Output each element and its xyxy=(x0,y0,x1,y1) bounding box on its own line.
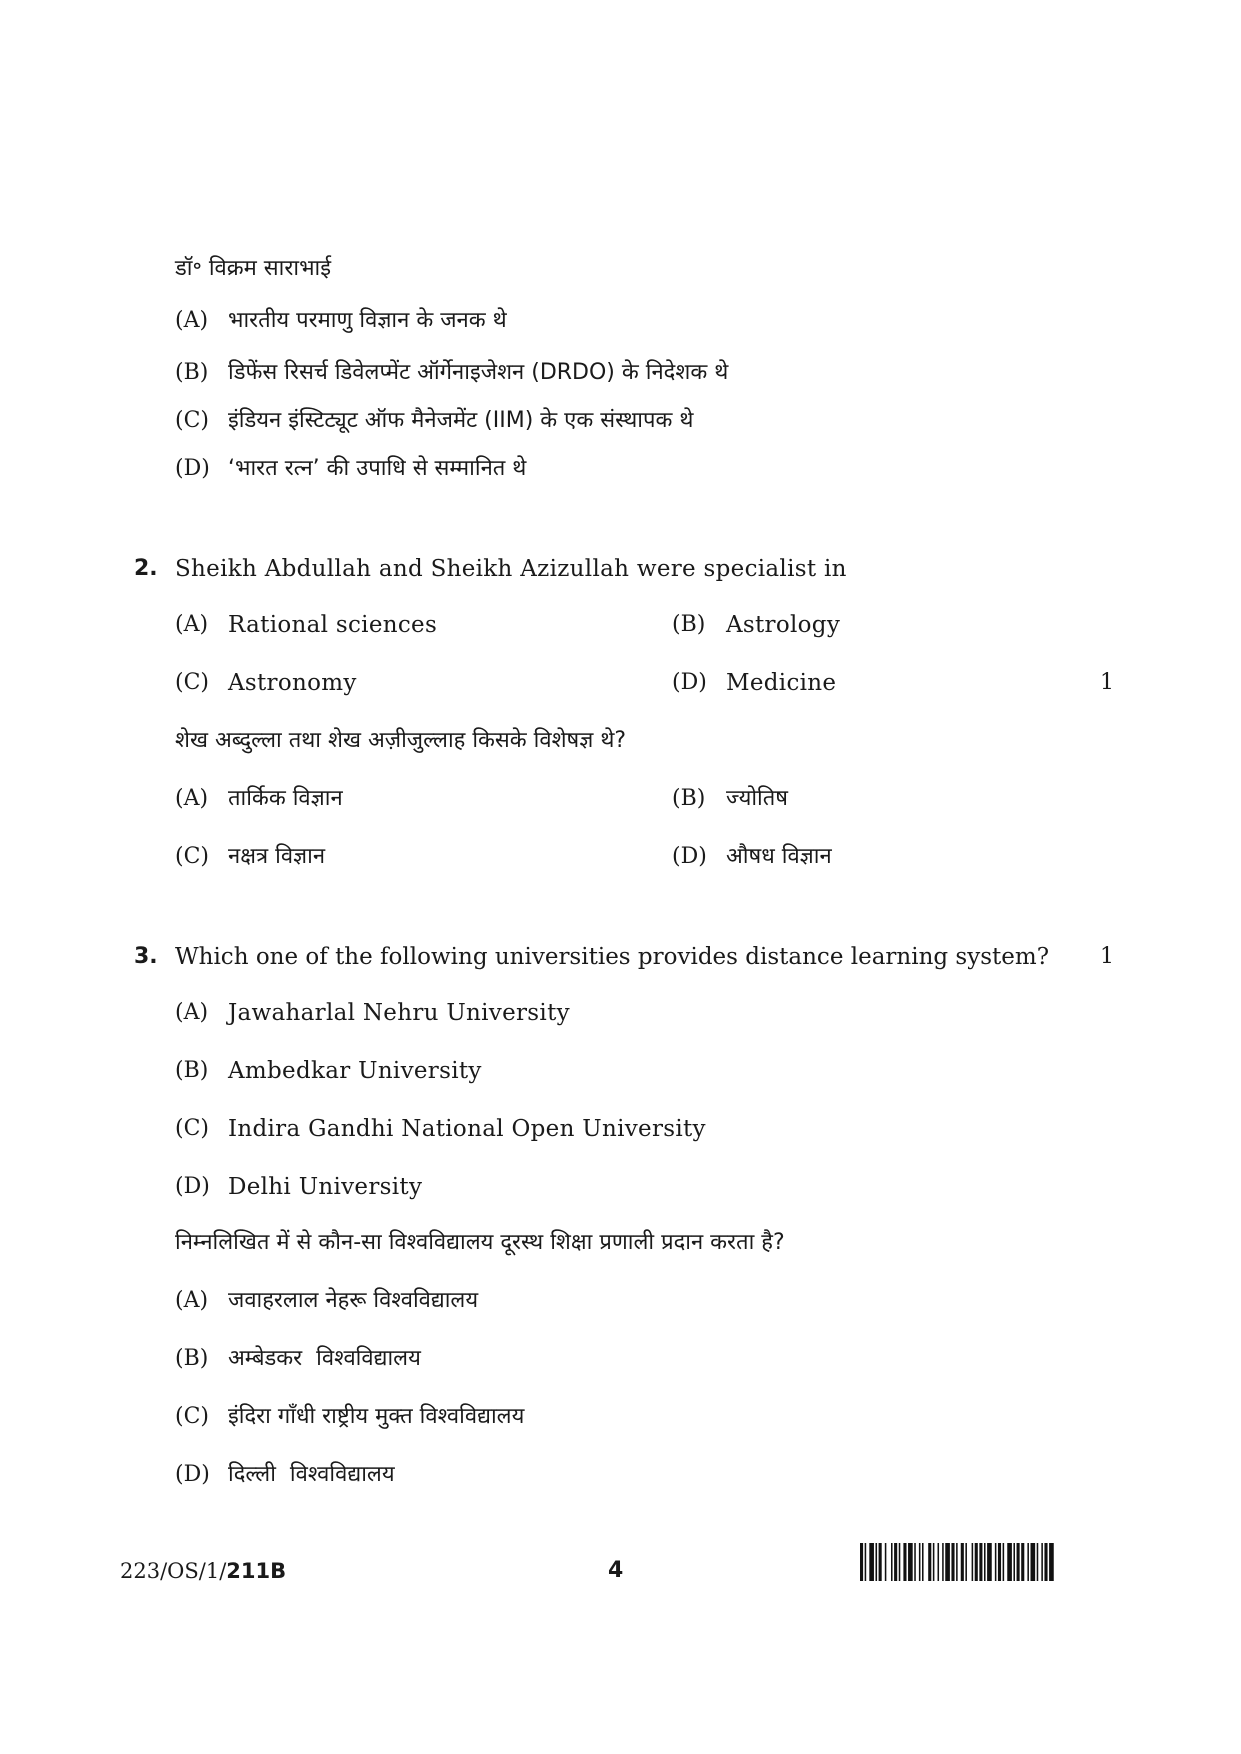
q3-option-b-label: (B) xyxy=(175,1058,209,1083)
q1-hindi-option-b-label: (B) xyxy=(175,360,209,385)
q1-hindi-option-a-label: (A) xyxy=(175,308,209,333)
q2-hindi-option-a-text: तार्किक विज्ञान xyxy=(228,786,343,811)
paper-code xyxy=(120,1557,286,1585)
q2-option-c-text: Astronomy xyxy=(228,670,357,696)
q1-hindi-option-c-text: इंडियन इंस्टिट्यूट ऑफ मैनेजमेंट (IIM) के एक संस्थापक थे xyxy=(228,408,694,433)
q2-number: 2. xyxy=(134,556,158,581)
q2-question: Sheikh Abdullah and Sheikh Azizullah were specialist in xyxy=(175,556,847,582)
q2-option-a-label: (A) xyxy=(175,612,209,637)
q2-hindi-option-b-label: (B) xyxy=(672,786,706,811)
q3-hindi-option-a-text: जवाहरलाल नेहरू विश्वविद्यालय xyxy=(228,1288,479,1313)
q2-option-d-label: (D) xyxy=(672,670,707,695)
q2-option-b-text: Astrology xyxy=(726,612,841,638)
q1-hindi-stem: डॉ॰ विक्रम साराभाई xyxy=(175,256,332,281)
q1-hindi-option-d-text: ‘भारत रत्न’ की उपाधि से सम्मानित थे xyxy=(228,456,527,481)
barcode-image xyxy=(860,1543,1120,1581)
q1-hindi-option-a-text: भारतीय परमाणु विज्ञान के जनक थे xyxy=(228,308,507,333)
q2-hindi-option-b-text: ज्योतिष xyxy=(726,786,788,811)
q2-option-d-text: Medicine xyxy=(726,670,837,696)
q3-hindi-option-c-text: इंदिरा गाँधी राष्ट्रीय मुक्त विश्वविद्यालय xyxy=(228,1404,525,1429)
q3-option-d-label: (D) xyxy=(175,1174,210,1199)
q2-marks: 1 xyxy=(1100,670,1114,695)
q3-hindi-option-a-label: (A) xyxy=(175,1288,209,1313)
q3-marks: 1 xyxy=(1100,944,1114,969)
q2-hindi-option-d-text: औषध विज्ञान xyxy=(726,844,832,869)
q3-hindi-option-b-text: अम्बेडकर विश्वविद्यालय xyxy=(228,1346,421,1371)
q2-hindi-option-a-label: (A) xyxy=(175,786,209,811)
q3-option-b-text: Ambedkar University xyxy=(228,1058,482,1084)
q1-hindi-option-d-label: (D) xyxy=(175,456,210,481)
q2-hindi-question: शेख अब्दुल्ला तथा शेख अज़ीजुल्लाह किसके विशेषज्ञ थे? xyxy=(175,728,627,753)
paper-code-prefix: 223/OS/1/ xyxy=(120,1559,227,1583)
q3-option-a-label: (A) xyxy=(175,1000,209,1025)
q3-hindi-option-d-text: दिल्ली विश्वविद्यालय xyxy=(228,1462,395,1487)
q3-option-a-text: Jawaharlal Nehru University xyxy=(228,1000,570,1026)
q2-option-c-label: (C) xyxy=(175,670,209,695)
q1-hindi-option-c-label: (C) xyxy=(175,408,209,433)
paper-code-bold: 211B xyxy=(226,1559,287,1583)
q3-option-c-text: Indira Gandhi National Open University xyxy=(228,1116,706,1142)
q3-hindi-option-b-label: (B) xyxy=(175,1346,209,1371)
q2-option-b-label: (B) xyxy=(672,612,706,637)
q2-hindi-option-c-text: नक्षत्र विज्ञान xyxy=(228,844,326,869)
q3-hindi-question: निम्नलिखित में से कौन-सा विश्वविद्यालय दूरस्थ शिक्षा प्रणाली प्रदान करता है? xyxy=(175,1230,785,1255)
page-number: 4 xyxy=(608,1558,624,1583)
q1-hindi-option-b-text: डिफेंस रिसर्च डिवेलप्मेंट ऑर्गेनाइजेशन (DRDO) के निदेशक थे xyxy=(228,360,729,385)
q3-hindi-option-c-label: (C) xyxy=(175,1404,209,1429)
q3-option-c-label: (C) xyxy=(175,1116,209,1141)
q3-number: 3. xyxy=(134,944,158,969)
q3-hindi-option-d-label: (D) xyxy=(175,1462,210,1487)
q2-hindi-option-d-label: (D) xyxy=(672,844,707,869)
q3-question: Which one of the following universities provides distance learning system? xyxy=(175,944,1050,970)
q2-hindi-option-c-label: (C) xyxy=(175,844,209,869)
q2-option-a-text: Rational sciences xyxy=(228,612,438,638)
q3-option-d-text: Delhi University xyxy=(228,1174,423,1200)
